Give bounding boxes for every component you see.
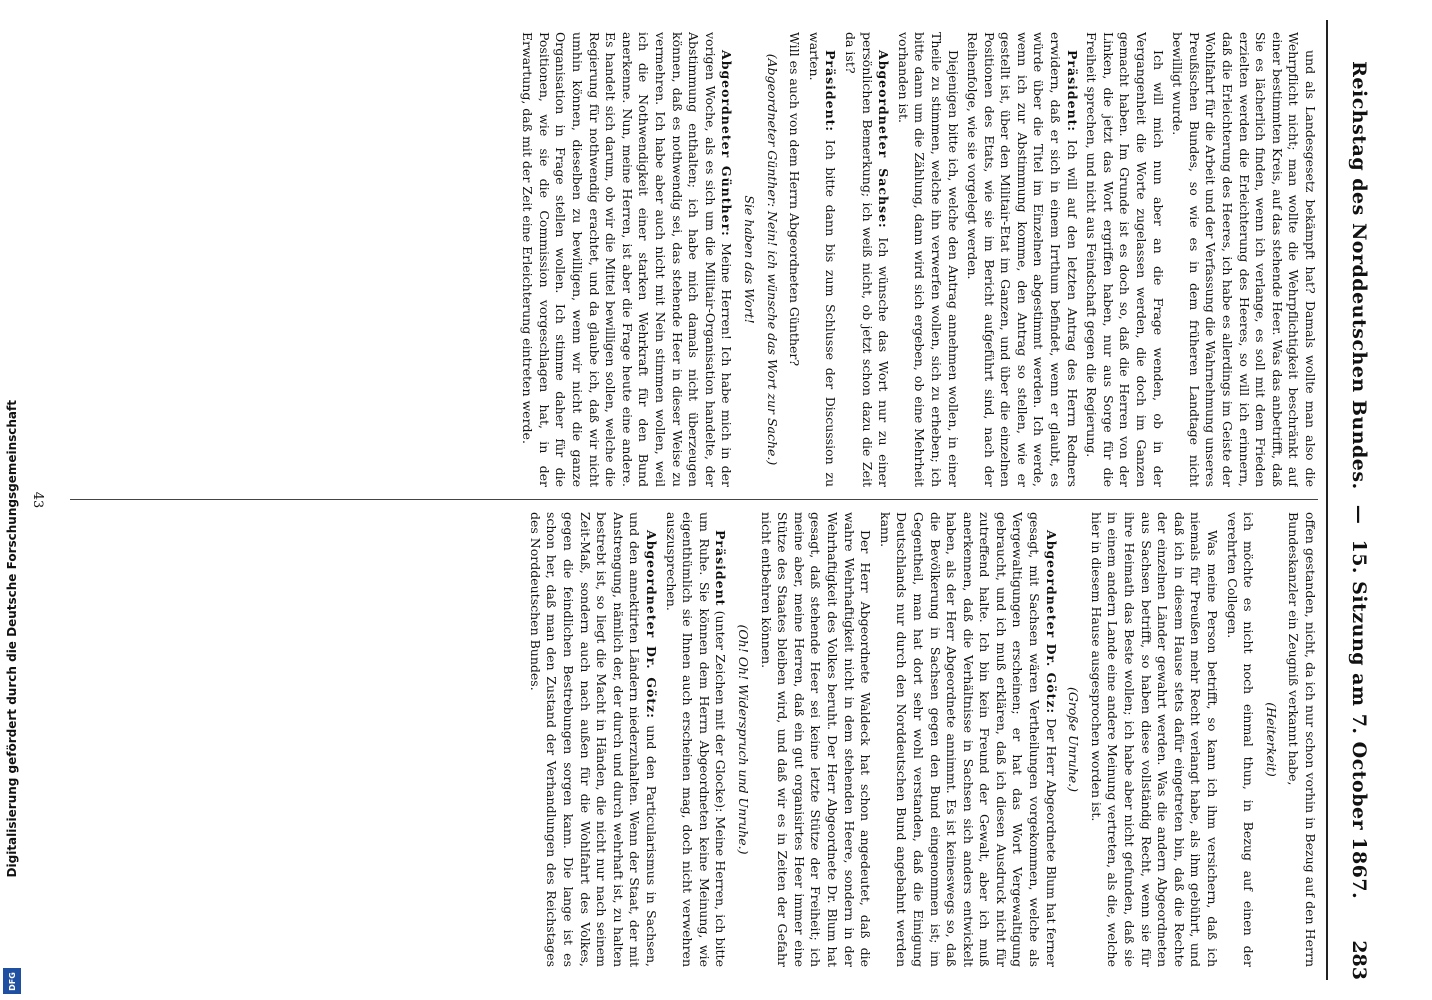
paragraph-text: Ich will mich nun aber an die Frage wenden, ob in der Vergangenheit die Worte zugelassen werden, die doch im Ganzen gemacht haben. Im Grunde ist es doch so, daß die Herren von der Linken, die jetzt das Wort ergriffen haben, nur aus Sorge für die Freiheit sprechen, und nicht aus Feindschaft gegen die Regierung. <box>1084 32 1166 487</box>
paragraph-text: Diejenigen bitte ich, welche den Antrag annehmen wollen, in einer Theile zu stimmen, welche ihn verwerfen wollen, sich zu erheben; ich bitte dann um die Zählung, dann wird sich ergeben, ob eine Mehrheit vorhanden ist. <box>895 32 961 487</box>
header-rule <box>1326 20 1328 980</box>
stage-direction <box>1262 512 1279 967</box>
paragraph-text: Meine Herren! Ich habe mich in der vorigen Woche, als es sich um die Militair-Organisation handelte, der Abstimmung enthalten; ich habe mich damals nicht überzeugen können, daß es nothwendig sei, das stehende Heer in dieser Weise zu vermehren. Ich habe aber auch nicht mit Nein stimmen wollen, weil ich die Nothwendigkeit einer starken Wehrkraft für den Bund anerkenne. Nun, meine Herren, ist aber die Frage heute eine andere. Es handelt sich darum, ob wir die Mittel bewilligen sollen, welche die Regierung für nothwendig erachtet, und da glaube ich, daß wir nicht umhin können, dieselben zu bewilligen, wenn wir nicht die ganze Organisation in Frage stellen wollen. Ich stimme daher für die Positionen, wie sie die Commission vorgeschlagen hat, in der Erwartung, daß mit der Zeit eine Erleichterung eintreten werde. <box>520 32 735 487</box>
paragraph-text: Was meine Person betrifft, so kann ich ihm versichern, daß ich niemals für Preußen mehr Recht verlangt habe, als ihm gebührt, und daß ich in diesem Hause stets dafür eingetreten bin, daß die Rechte der einzelnen Länder gewahrt werden. Was die andern Abgeordneten aus Sachsen betrifft, so haben diese vollständig Recht, wenn sie für ihre Heimath das Beste wollen; ich habe aber nicht gefunden, daß sie in einem andern Lande eine andere Meinung vertreten, als die, welche hier in diesem Hause ausgesprochen worden ist. <box>1088 512 1221 967</box>
paragraph <box>662 512 728 967</box>
paragraph <box>519 32 735 487</box>
paragraph <box>876 512 1059 967</box>
text-column-left <box>70 32 1318 487</box>
paragraph <box>526 512 659 967</box>
speaker-name: Abgeordneter Günther: <box>719 50 735 237</box>
paragraph-text: ich möchte es nicht noch einmal thun, in Bezug auf einen der verehrten Collegen. <box>1224 512 1257 967</box>
paragraph-text: (Abgeordneter Günther: Nein! ich wünsche das Wort zur Sache.) <box>764 53 780 466</box>
paragraph-text: Ich will auf den letzten Antrag des Herrn Redners erwidern, daß er sich in einem Irrthum befindet, wenn er glaubt, es würde über die Titel im Einzelnen abgestimmt werden. Ich werde, wenn ich zur Abstimmung komme, den Antrag so stellen, wie er gestellt ist, über den Militair-Etat im Ganzen, und über die einzelnen Positionen des Etats, wie sie im Bericht aufgeführt sind, nach der Reihenfolge, wie sie vorgelegt werden. <box>965 32 1080 487</box>
speaker-name: Abgeordneter Dr. Götz: <box>644 530 660 719</box>
speaker-name: Präsident: <box>1064 50 1080 133</box>
page-number: 283 <box>1348 940 1370 980</box>
paragraph-text: und als Landesgesetz bekämpft hat? Damals wollte man also die Wehrpflicht nicht; man wollte die Wehrpflichtigkeit beschränkt auf einer bestimmten Kreis, auf das stehende Heer. Was das anbetrifft, daß Sie es lächerlich finden, wenn ich verlange, es soll mit dem Frieden erzielten werden die Erleichterung des Heeres, so will ich erinnern, daß die Erleichterung des Heeres, ich habe es allerdings im Geiste der Wohlfahrt für die Arbeit und der Verfassung die Wahrnehmung unseres Preußischen Bundes, so wie es in dem früheren Landtage nicht bewilligt wurde. <box>1170 32 1318 487</box>
stage-direction <box>763 32 780 487</box>
paragraph-text: (Heiterkeit) <box>1263 702 1279 777</box>
paragraph <box>894 32 960 487</box>
paragraph <box>1083 32 1166 487</box>
speaker-name: Abgeordneter Sachse: <box>876 50 892 229</box>
paragraph <box>964 32 1080 487</box>
stage-direction <box>734 512 751 967</box>
running-header <box>1330 20 1370 980</box>
header-title <box>1348 20 1370 940</box>
speaker-name: Präsident: <box>823 50 839 133</box>
stage-direction <box>740 32 757 487</box>
page-signature: 43 <box>30 491 45 509</box>
paragraph <box>757 512 873 967</box>
paragraph <box>786 32 803 487</box>
paragraph-text: (unter Zeichen mit der Glocke): Meine Herren, ich bitte um Ruhe. Sie können dem Herrn Abgeordneten keine Meinung, wie eigenthümlich sie Ihnen auch erscheinen mag, doch nicht verwehren auszusprechen. <box>663 512 729 967</box>
paragraph-text: und den Particularismus in Sachsen, und den annektirten Ländern niederzuhalten. Wenn der Staat, der mit Anstrengung, nämlich der, der durch und durch wehrhaft ist, zu halten bestrebt ist, so liegt die Macht in Händen, die nicht nur nach seinem Zeit-Maß, sondern auch nach außen für die Wohlfahrt des Volkes, gegen die feindlichen Bestrebungen sorgen kann. Die lange ist es schon her, daß man den Zustand der Verhandlungen des Reichstages des Norddeutschen Bundes. <box>527 512 660 967</box>
digitization-credit <box>0 0 34 1000</box>
paragraph <box>1169 32 1318 487</box>
paragraph-text: Ich bitte dann bis zum Schlusse der Discussion zu warten. <box>806 32 839 487</box>
speaker-name: Abgeordneter Dr. Götz: <box>1043 530 1059 715</box>
paragraph-text: Der Herr Abgeordnete Blum hat ferner gesagt, mit Sachsen wären Vertheilungen vorgekommen, welche als Vergewaltigungen erscheinen; er hat das Wort Vergewaltigung gebraucht, und ich muß erklären, daß ich diesen Ausdruck nicht für zutreffend halte. Ich bin kein Freund der Gewalt, aber ich muß anerkennen, daß die Verhältnisse in Sachsen sich anders entwickelt haben, als der Herr Abgeordnete annimmt. Es ist keineswegs so, daß die Bevölkerung in Sachsen gegen den Bund eingenommen ist; im Gegentheil, man hat dort sehr wohl verstanden, daß die Einigung Deutschlands nur durch den Norddeutschen Bund angebahnt werden kann. <box>877 512 1059 967</box>
speaker-name: Präsident <box>713 530 729 607</box>
paragraph-text: (Große Unruhe.) <box>1066 687 1082 792</box>
header-session: 15. Sitzung am 7. October 1867. <box>1348 539 1370 900</box>
paragraph <box>841 32 891 487</box>
paragraph-text: Sie haben das Wort! <box>742 195 757 324</box>
paragraph-text: Der Herr Abgeordnete Waldeck hat schon angedeutet, daß die wahre Wehrhaftigkeit nicht in dem stehenden Heere, sondern in der Wehrhaftigkeit des Volkes beruht. Der Herr Abgeordnete Dr. Blum hat gesagt, daß stehende Heer sei keine letzte Stütze der Freiheit; ich meine aber, meine Herren, daß ein gut organisirtes Heer immer eine Stütze des Staates bleiben wird, und daß wir es in Zeiten der Gefahr nicht entbehren können. <box>758 512 874 967</box>
paragraph <box>1285 512 1318 967</box>
paragraph <box>805 32 838 487</box>
column-divider <box>70 499 1318 500</box>
credit-text: Digitalisierung gefördert durch die Deutsche Forschungsgemeinschaft <box>5 400 19 878</box>
stage-direction <box>1065 512 1082 967</box>
paragraph <box>1223 512 1256 967</box>
dfg-logo-text: DFG <box>7 971 17 991</box>
paragraph-text: offen gestanden, nicht, da ich nur schon vorhin in Bezug auf den Herrn Bundeskanzler ein Zeugniß verkannt habe, <box>1286 512 1318 967</box>
paragraph <box>1087 512 1220 967</box>
header-dash: — <box>1348 504 1370 525</box>
header-title-text: Reichstag des Norddeutschen Bundes. <box>1348 61 1370 490</box>
dfg-logo-icon <box>3 968 21 994</box>
paragraph-text: (Oh! Oh! Widerspruch und Unruhe.) <box>736 624 751 855</box>
text-column-right <box>70 512 1318 967</box>
paragraph-text: Will es auch von dem Herrn Abgeordneten Günther? <box>787 32 803 367</box>
paragraph-text: Ich wünsche das Wort nur zu einer persönlichen Bemerkung; ich weiß nicht, ob jetzt schon dazu die Zeit da ist? <box>842 32 892 487</box>
